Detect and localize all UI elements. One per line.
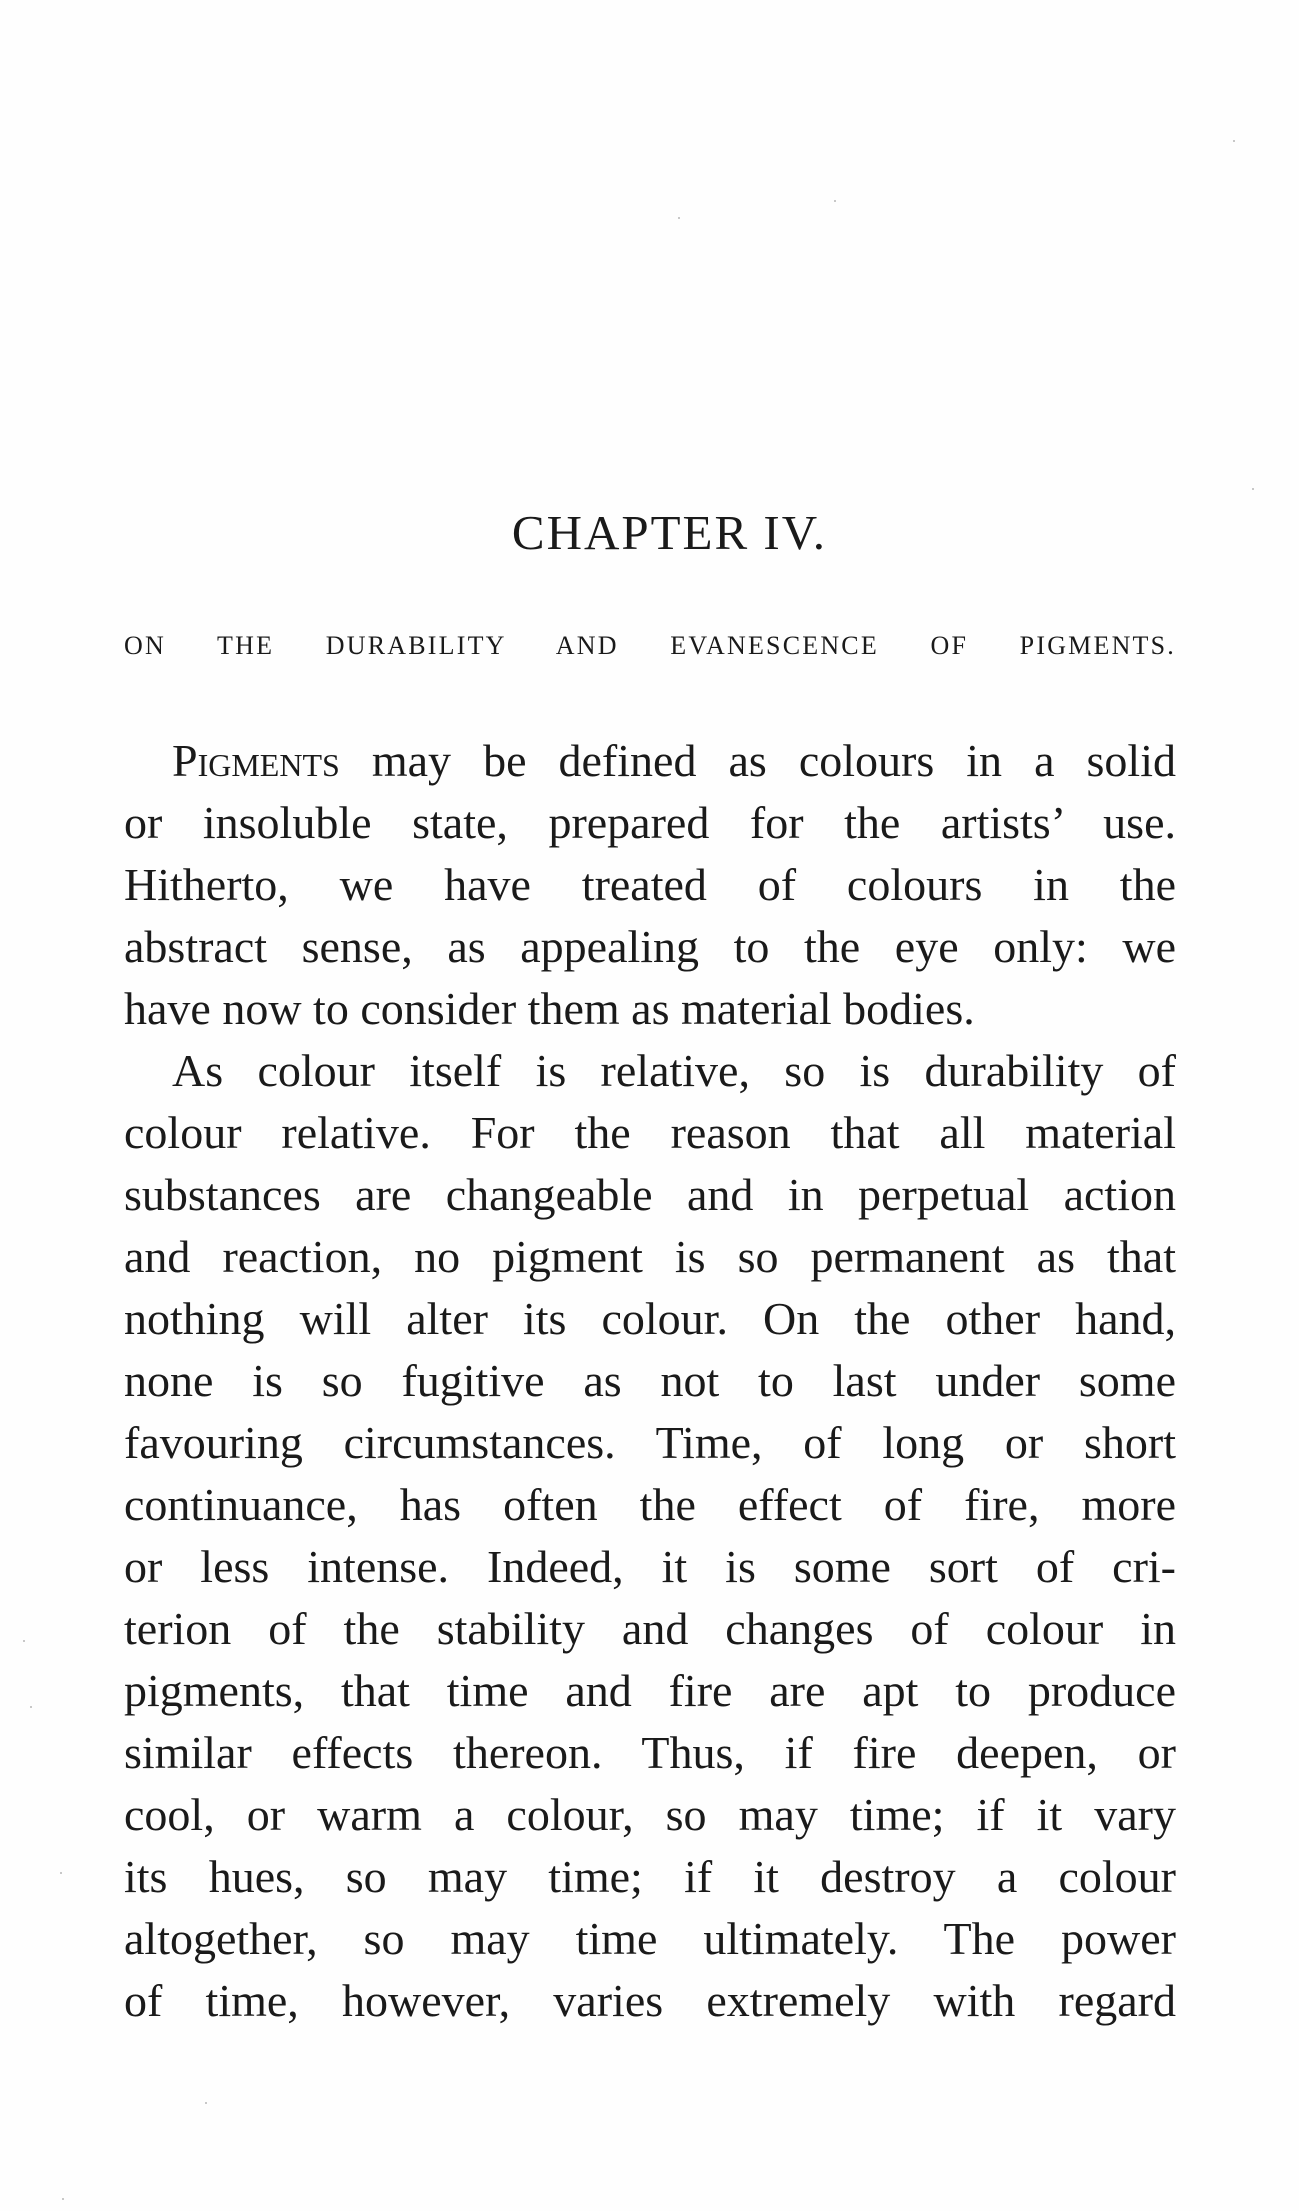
- text-line: its hues, so may time; if it destroy a colour: [124, 1851, 1176, 1902]
- text-line: continuance, has often the effect of fire, more: [124, 1479, 1176, 1530]
- text-line: and reaction, no pigment is so permanent as that: [124, 1231, 1176, 1282]
- text-line: abstract sense, as appealing to the eye only: we: [124, 921, 1176, 972]
- print-speck: [60, 1872, 62, 1874]
- chapter-subtitle: ON THE DURABILITY AND EVANESCENCE OF PIGMENTS.: [124, 631, 1176, 660]
- text-line: Hitherto, we have treated of colours in the: [124, 859, 1176, 910]
- text-line: colour relative. For the reason that all material: [124, 1107, 1176, 1158]
- text-line: of time, however, varies extremely with regard: [124, 1975, 1176, 2026]
- text-line: pigments, that time and fire are apt to produce: [124, 1665, 1176, 1716]
- print-speck: [62, 2198, 64, 2200]
- body-text: [124, 730, 1176, 2032]
- print-speck: [30, 1706, 32, 1708]
- print-speck: [1252, 488, 1254, 490]
- text-line: or insoluble state, prepared for the artists’ use.: [124, 797, 1176, 848]
- text-line: have now to consider them as material bodies.: [124, 983, 975, 1034]
- text-line: As colour itself is relative, so is durability of: [172, 1045, 1176, 1096]
- print-speck: [834, 200, 836, 202]
- text-line: may be defined as colours in a solid: [339, 735, 1176, 786]
- text-line: or less intense. Indeed, it is some sort of cri-: [124, 1541, 1176, 1592]
- paragraph-1-line-1: [124, 730, 1176, 792]
- text-line: similar effects thereon. Thus, if fire deepen, or: [124, 1727, 1176, 1778]
- text-line: altogether, so may time ultimately. The power: [124, 1913, 1176, 1964]
- chapter-title: CHAPTER IV.: [511, 505, 828, 560]
- text-line: favouring circumstances. Time, of long or short: [124, 1417, 1176, 1468]
- print-speck: [205, 2102, 207, 2104]
- lead-word: Pigments: [172, 735, 340, 786]
- text-line: nothing will alter its colour. On the other hand,: [124, 1293, 1176, 1344]
- text-line: cool, or warm a colour, so may time; if it vary: [124, 1789, 1176, 1840]
- print-speck: [1233, 140, 1235, 142]
- text-line: terion of the stability and changes of colour in: [124, 1603, 1176, 1654]
- text-line: substances are changeable and in perpetual action: [124, 1169, 1176, 1220]
- print-speck: [678, 217, 680, 219]
- print-speck: [23, 1640, 25, 1642]
- text-line: none is so fugitive as not to last under some: [124, 1355, 1176, 1406]
